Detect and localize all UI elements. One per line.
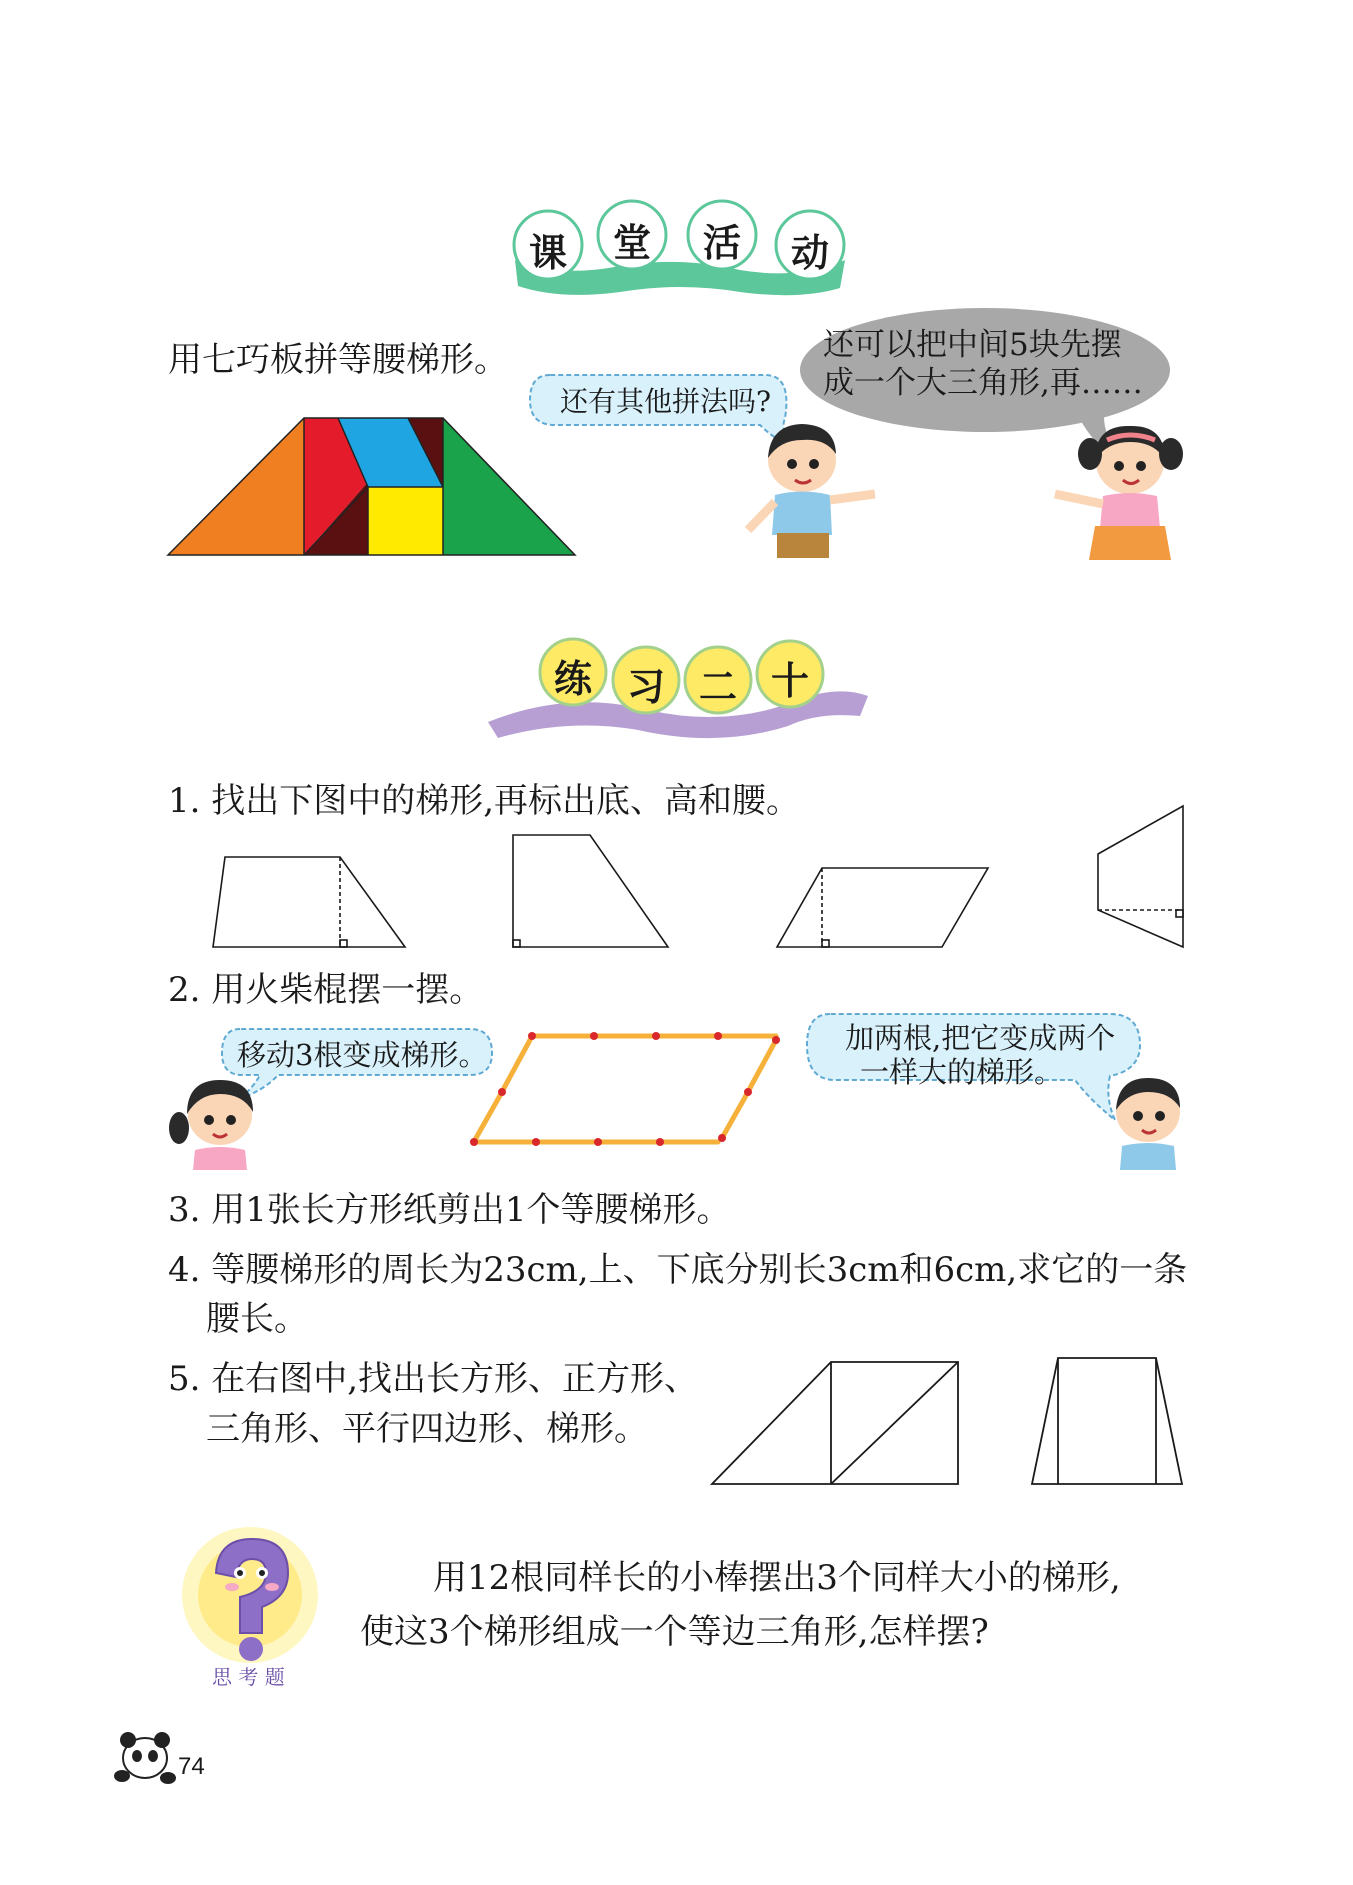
girl-bubble-line1: 还可以把中间5块先摆 — [823, 327, 1122, 363]
page-number: 74 — [178, 1753, 205, 1780]
boy-bubble-text: 还有其他拼法吗? — [560, 385, 772, 418]
q2-girl-bubble-text: 移动3根变成梯形。 — [237, 1038, 488, 1072]
exercise-header-char: 二 — [698, 665, 737, 709]
q1-shape-a — [213, 857, 405, 947]
question-2: 2. 用火柴棍摆一摆。 — [168, 970, 484, 1010]
q1-shape-d — [1098, 806, 1183, 947]
exercise-header-char: 十 — [770, 659, 809, 703]
q1-shape-b — [513, 835, 668, 947]
question-4-line1: 4. 等腰梯形的周长为23cm,上、下底分别长3cm和6cm,求它的一条 — [168, 1250, 1188, 1290]
panda-icon — [110, 1720, 180, 1790]
q2-boy-character — [1100, 1070, 1200, 1170]
question-3: 3. 用1张长方形纸剪出1个等腰梯形。 — [168, 1190, 731, 1230]
tangram-trapezoid — [168, 418, 588, 568]
activity-instruction: 用七巧板拼等腰梯形。 — [168, 340, 508, 380]
activity-header — [500, 200, 860, 300]
thinking-question-icon — [178, 1525, 328, 1685]
exercise-header-char: 练 — [553, 657, 592, 701]
q5-figure-right — [1032, 1358, 1182, 1484]
question-1: 1. 找出下图中的梯形,再标出底、高和腰。 — [168, 781, 801, 821]
activity-header-char: 动 — [790, 231, 829, 275]
thinking-line2: 使这3个梯形组成一个等边三角形,怎样摆? — [360, 1612, 989, 1652]
thinking-line1: 用12根同样长的小棒摆出3个同样大小的梯形, — [433, 1558, 1121, 1598]
activity-header-char: 堂 — [612, 221, 651, 265]
q1-shapes — [180, 800, 1220, 970]
exercise-header-char: 习 — [626, 665, 665, 709]
q2-boy-bubble-line1: 加两根,把它变成两个 — [845, 1021, 1116, 1055]
question-4-line2: 腰长。 — [206, 1299, 308, 1339]
question-5-line1: 5. 在右图中,找出长方形、正方形、 — [168, 1359, 699, 1399]
activity-header-char: 课 — [528, 231, 567, 275]
exercise-header — [488, 630, 868, 740]
q2-girl-character — [165, 1070, 265, 1170]
q1-shape-c — [777, 868, 988, 947]
q5-figures — [700, 1350, 1200, 1500]
girl-bubble-line2: 成一个大三角形,再…… — [823, 365, 1143, 401]
q2-boy-bubble-line2: 一样大的梯形。 — [860, 1055, 1064, 1089]
question-5-line2: 三角形、平行四边形、梯形。 — [206, 1409, 648, 1449]
thinking-badge: 思 考 题 — [212, 1665, 285, 1689]
activity-header-char: 活 — [702, 221, 741, 265]
boy-character — [740, 420, 880, 570]
q5-figure-left — [712, 1362, 958, 1484]
girl-character — [1035, 420, 1195, 570]
matchstick-parallelogram — [470, 1030, 790, 1150]
